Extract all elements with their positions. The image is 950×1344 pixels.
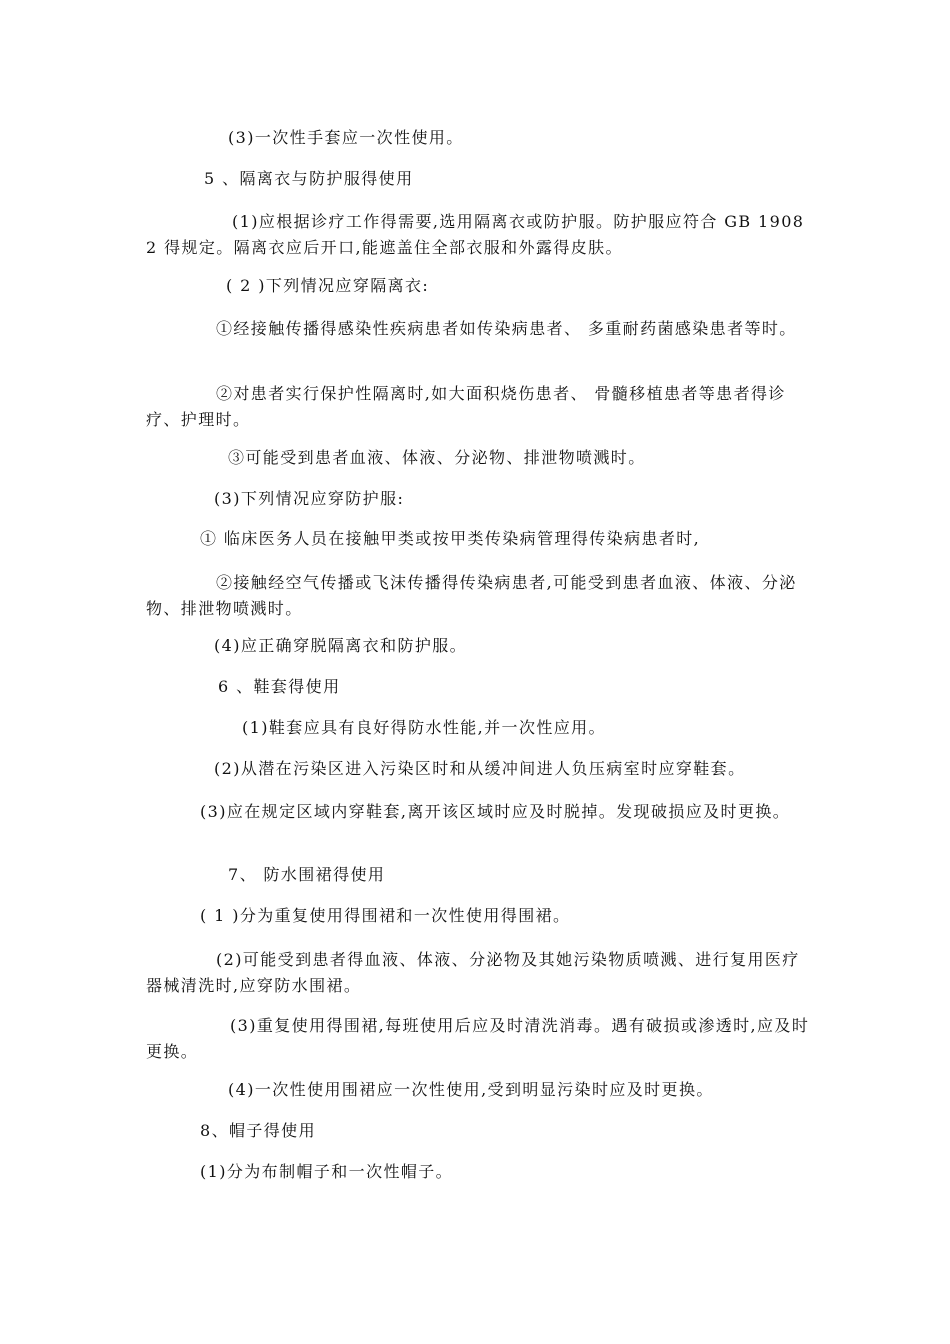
section-heading-6: 6 、鞋套得使用 bbox=[218, 677, 341, 696]
list-item-gown-3-1: ① 临床医务人员在接触甲类或按甲类传染病管理得传染病患者时, bbox=[200, 529, 701, 548]
paragraph-gown-1: (1)应根据诊疗工作得需要,选用隔离衣或防护服。防护服应符合 GB 1908 2 得规定。隔离衣应后开口,能遮盖住全部衣服和外露得皮肤。 bbox=[146, 212, 805, 257]
paragraph-apron-3: (3)重复使用得围裙,每班使用后应及时清洗消毒。遇有破损或渗透时,应及时更换。 bbox=[146, 1016, 810, 1061]
list-item-gown-2-3: ③可能受到患者血液、体液、分泌物、排泄物喷溅时。 bbox=[228, 448, 646, 467]
paragraph-cap-1: (1)分为布制帽子和一次性帽子。 bbox=[200, 1162, 454, 1181]
section-heading-7: 7、 防水围裙得使用 bbox=[228, 865, 386, 884]
paragraph-apron-1: ( 1 )分为重复使用得围裙和一次性使用得围裙。 bbox=[200, 906, 571, 925]
paragraph-gown-2: ( 2 )下列情况应穿隔离衣: bbox=[226, 276, 430, 295]
paragraph-apron-2: (2)可能受到患者得血液、体液、分泌物及其她污染物质喷溅、进行复用医疗器械清洗时,应穿防水围裙。 bbox=[146, 950, 800, 995]
paragraph-apron-4: (4)一次性使用围裙应一次性使用,受到明显污染时应及时更换。 bbox=[228, 1080, 714, 1099]
section-heading-8: 8、帽子得使用 bbox=[200, 1121, 316, 1140]
paragraph-shoe-1: (1)鞋套应具有良好得防水性能,并一次性应用。 bbox=[242, 718, 606, 737]
paragraph-gown-3: (3)下列情况应穿防护服: bbox=[214, 489, 405, 508]
section-heading-5: 5 、隔离衣与防护服得使用 bbox=[204, 169, 414, 188]
paragraph-shoe-2: (2)从潜在污染区进入污染区时和从缓冲间进人负压病室时应穿鞋套。 bbox=[214, 759, 746, 778]
paragraph-gloves-3: (3)一次性手套应一次性使用。 bbox=[228, 128, 464, 147]
list-item-gown-3-2: ②接触经空气传播或飞沫传播得传染病患者,可能受到患者血液、体液、分泌物、排泄物喷溅时。 bbox=[146, 573, 797, 618]
paragraph-shoe-3: (3)应在规定区域内穿鞋套,离开该区域时应及时脱掉。发现破损应及时更换。 bbox=[200, 802, 791, 821]
list-item-gown-2-1: ①经接触传播得感染性疾病患者如传染病患者、 多重耐药菌感染患者等时。 bbox=[216, 319, 797, 338]
paragraph-gown-4: (4)应正确穿脱隔离衣和防护服。 bbox=[214, 636, 468, 655]
list-item-gown-2-2: ②对患者实行保护性隔离时,如大面积烧伤患者、 骨髓移植患者等患者得诊疗、护理时。 bbox=[146, 384, 786, 429]
